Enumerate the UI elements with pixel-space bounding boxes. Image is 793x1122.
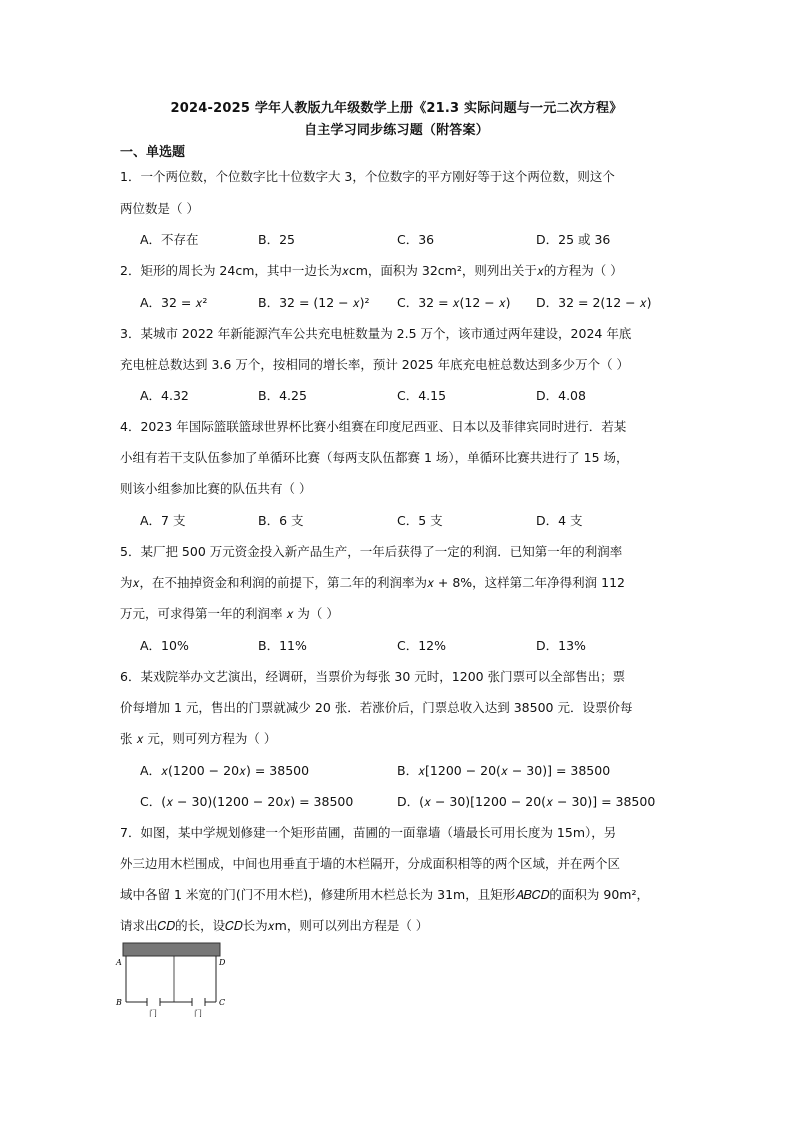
label-d: D	[219, 958, 226, 967]
question-2-line-1: 2．矩形的周长为 24cm，其中一边长为𝑥cm，面积为 32cm²，则列出关于𝑥的方程为（ ）	[120, 263, 623, 278]
question-6-line-2: 价每增加 1 元，售出的门票就减少 20 张．若涨价后，门票总收入达到 38500 元．设票价每	[120, 700, 633, 715]
question-7-line-2: 外三边用木栏围成，中间也用垂直于墙的木栏隔开，分成面积相等的两个区域，并在两个区	[120, 856, 621, 871]
question-4-option-b: B．6 支	[258, 513, 304, 528]
question-3-option-c: C．4.15	[397, 388, 447, 403]
question-4-option-a: A．7 支	[140, 513, 186, 528]
question-5-line-1: 5．某厂把 500 万元资金投入新产品生产，一年后获得了一定的利润．已知第一年的利润率	[120, 544, 623, 559]
question-7-line-1: 7．如图，某中学规划修建一个矩形苗圃，苗圃的一面靠墙（墙最长可用长度为 15m），另	[120, 825, 617, 840]
question-6-option-c: C．(𝑥 − 30)(1200 − 20𝑥) = 38500	[140, 794, 354, 809]
question-4-option-c: C．5 支	[397, 513, 443, 528]
question-1-option-b: B．25	[258, 232, 295, 247]
question-2-option-d: D．32 = 2(12 − 𝑥)	[536, 295, 652, 310]
label-a: A	[116, 958, 122, 967]
question-5-line-3: 万元，可求得第一年的利润率 𝑥 为（ ）	[120, 606, 339, 621]
page-title: 2024-2025 学年人教版九年级数学上册《21.3 实际问题与一元二次方程》	[170, 101, 623, 116]
question-3-line-2: 充电桩总数达到 3.6 万个，按相同的增长率，预计 2025 年底充电桩总数达到多少万个（ ）	[120, 357, 630, 372]
question-5-option-b: B．11%	[258, 638, 307, 653]
label-b: B	[116, 998, 122, 1007]
question-7-line-3: 域中各留 1 米宽的门(门不用木栏)，修建所用木栏总长为 31m，且矩形𝐴𝐵𝐶𝐷的面积为 90m²，	[120, 887, 649, 902]
question-2-option-b: B．32 = (12 − 𝑥)²	[258, 295, 370, 310]
question-4-line-3: 则该小组参加比赛的队伍共有（ ）	[120, 481, 312, 496]
question-3-option-b: B．4.25	[258, 388, 307, 403]
question-6-option-d: D．(𝑥 − 30)[1200 − 20(𝑥 − 30)] = 38500	[397, 794, 656, 809]
question-4-option-d: D．4 支	[536, 513, 583, 528]
question-1-option-a: A．不存在	[140, 232, 199, 247]
question-5-option-c: C．12%	[397, 638, 447, 653]
garden-figure	[115, 940, 235, 1020]
label-gate-1: 门	[149, 1009, 157, 1018]
label-c: C	[219, 998, 226, 1007]
question-1-line-1: 1．一个两位数，个位数字比十位数字大 3，个位数字的平方刚好等于这个两位数，则这个	[120, 169, 615, 184]
question-2-option-c: C．32 = 𝑥(12 − 𝑥)	[397, 295, 511, 310]
question-1-option-c: C．36	[397, 232, 435, 247]
question-1-option-d: D．25 或 36	[536, 232, 611, 247]
question-3-option-a: A．4.32	[140, 388, 189, 403]
question-5-option-d: D．13%	[536, 638, 586, 653]
question-5-line-2: 为𝑥，在不抽掉资金和利润的前提下，第二年的利润率为𝑥 + 8%，这样第二年净得利润 112	[120, 575, 626, 590]
wall	[123, 943, 220, 956]
question-6-option-b: B．𝑥[1200 − 20(𝑥 − 30)] = 38500	[397, 763, 611, 778]
question-6-line-3: 张 𝑥 元，则可列方程为（ ）	[120, 731, 277, 746]
question-3-line-1: 3．某城市 2022 年新能源汽车公共充电桩数量为 2.5 万个，该市通过两年建设，2024 年底	[120, 326, 632, 341]
question-6-line-1: 6．某戏院举办文艺演出，经调研，当票价为每张 30 元时，1200 张门票可以全部售出；票	[120, 669, 626, 684]
question-6-option-a: A．𝑥(1200 − 20𝑥) = 38500	[140, 763, 310, 778]
question-7-line-4: 请求出𝐶𝐷的长，设𝐶𝐷长为𝑥m，则可以列出方程是（ ）	[120, 918, 429, 933]
label-gate-2: 门	[194, 1009, 202, 1018]
section-heading: 一、单选题	[120, 145, 186, 160]
question-3-option-d: D．4.08	[536, 388, 586, 403]
question-4-line-2: 小组有若干支队伍参加了单循环比赛（每两支队伍都赛 1 场），单循环比赛共进行了 15 场，	[120, 450, 629, 465]
question-5-option-a: A．10%	[140, 638, 189, 653]
question-4-line-1: 4．2023 年国际篮联篮球世界杯比赛小组赛在印度尼西亚、日本以及菲律宾同时进行．若某	[120, 419, 627, 434]
page-subtitle: 自主学习同步练习题（附答案）	[304, 123, 489, 138]
question-1-line-2: 两位数是（ ）	[120, 201, 199, 216]
question-2-option-a: A．32 = 𝑥²	[140, 295, 208, 310]
